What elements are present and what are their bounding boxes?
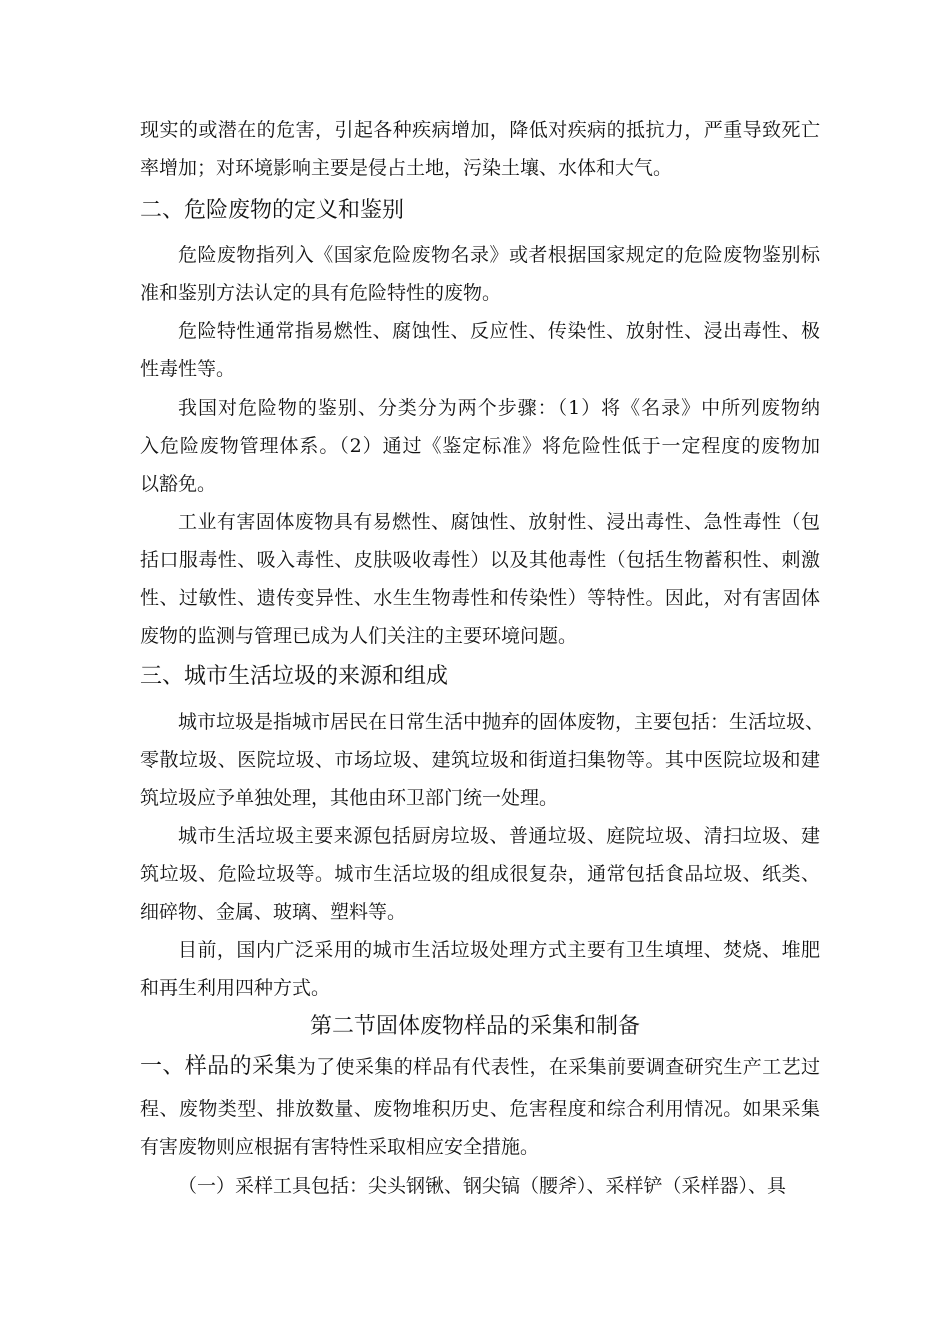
- text-line: 目前，国内广泛采用的城市生活垃圾处理方式主要有卫生填埋、焚烧、堆肥: [178, 939, 820, 961]
- text-line: 括口服毒性、吸入毒性、皮肤吸收毒性）以及其他毒性（包括生物蓄积性、刺激: [140, 549, 820, 571]
- text-line: 工业有害固体废物具有易燃性、腐蚀性、放射性、浸出毒性、急性毒性（包: [178, 511, 820, 533]
- text-line: 危险特性通常指易燃性、腐蚀性、反应性、传染性、放射性、浸出毒性、极: [178, 320, 820, 342]
- text-line: 城市生活垃圾主要来源包括厨房垃圾、普通垃圾、庭院垃圾、清扫垃圾、建: [178, 825, 820, 847]
- text-line: 有害废物则应根据有害特性采取相应安全措施。: [140, 1136, 540, 1158]
- text-inline: 为了使采集的样品有代表性，在采集前要调查研究生产工艺过: [296, 1056, 820, 1078]
- text-line: 以豁免。: [140, 473, 217, 495]
- text-line: 率增加；对环境影响主要是侵占土地，污染土壤、水体和大气。: [140, 157, 673, 179]
- text-line: 准和鉴别方法认定的具有危险特性的废物。: [140, 282, 502, 304]
- chapter-title: 第二节固体废物样品的采集和制备: [309, 1014, 640, 1039]
- text-line: （一）采样工具包括：尖头钢锹、钢尖镐（腰斧）、采样铲（采样器）、具: [178, 1175, 787, 1197]
- text-line: 筑垃圾、危险垃圾等。城市生活垃圾的组成很复杂，通常包括食品垃圾、纸类、: [140, 863, 820, 885]
- text-line: 危险废物指列入《国家危险废物名录》或者根据国家规定的危险废物鉴别标: [178, 244, 820, 266]
- text-line: 性毒性等。: [140, 358, 236, 380]
- text-line: 现实的或潜在的危害，引起各种疾病增加，降低对疾病的抵抗力，严重导致死亡: [140, 119, 820, 141]
- text-line: 和再生利用四种方式。: [140, 977, 331, 999]
- text-line: 细碎物、金属、玻璃、塑料等。: [140, 901, 407, 923]
- text-line: 我国对危险物的鉴别、分类分为两个步骤：（1）将《名录》中所列废物纳: [178, 397, 820, 419]
- text-line: 零散垃圾、医院垃圾、市场垃圾、建筑垃圾和街道扫集物等。其中医院垃圾和建: [140, 749, 820, 771]
- text-line: 入危险废物管理体系。（2）通过《鉴定标准》将危险性低于一定程度的废物加: [140, 435, 820, 457]
- section-heading: 三、城市生活垃圾的来源和组成: [140, 664, 449, 689]
- subsection-heading: 一、样品的采集: [140, 1054, 297, 1079]
- text-line: 废物的监测与管理已成为人们关注的主要环境问题。: [140, 625, 578, 647]
- text-line: 程、废物类型、排放数量、废物堆积历史、危害程度和综合利用情况。如果采集: [140, 1098, 820, 1120]
- sampling-heading-line: [140, 1053, 820, 1082]
- section-heading: 二、危险废物的定义和鉴别: [140, 198, 405, 223]
- text-line: 筑垃圾应予单独处理，其他由环卫部门统一处理。: [140, 787, 559, 809]
- text-line: 性、过敏性、遗传变异性、水生生物毒性和传染性）等特性。因此，对有害固体: [140, 587, 820, 609]
- text-line: 城市垃圾是指城市居民在日常生活中抛弃的固体废物，主要包括：生活垃圾、: [178, 711, 825, 733]
